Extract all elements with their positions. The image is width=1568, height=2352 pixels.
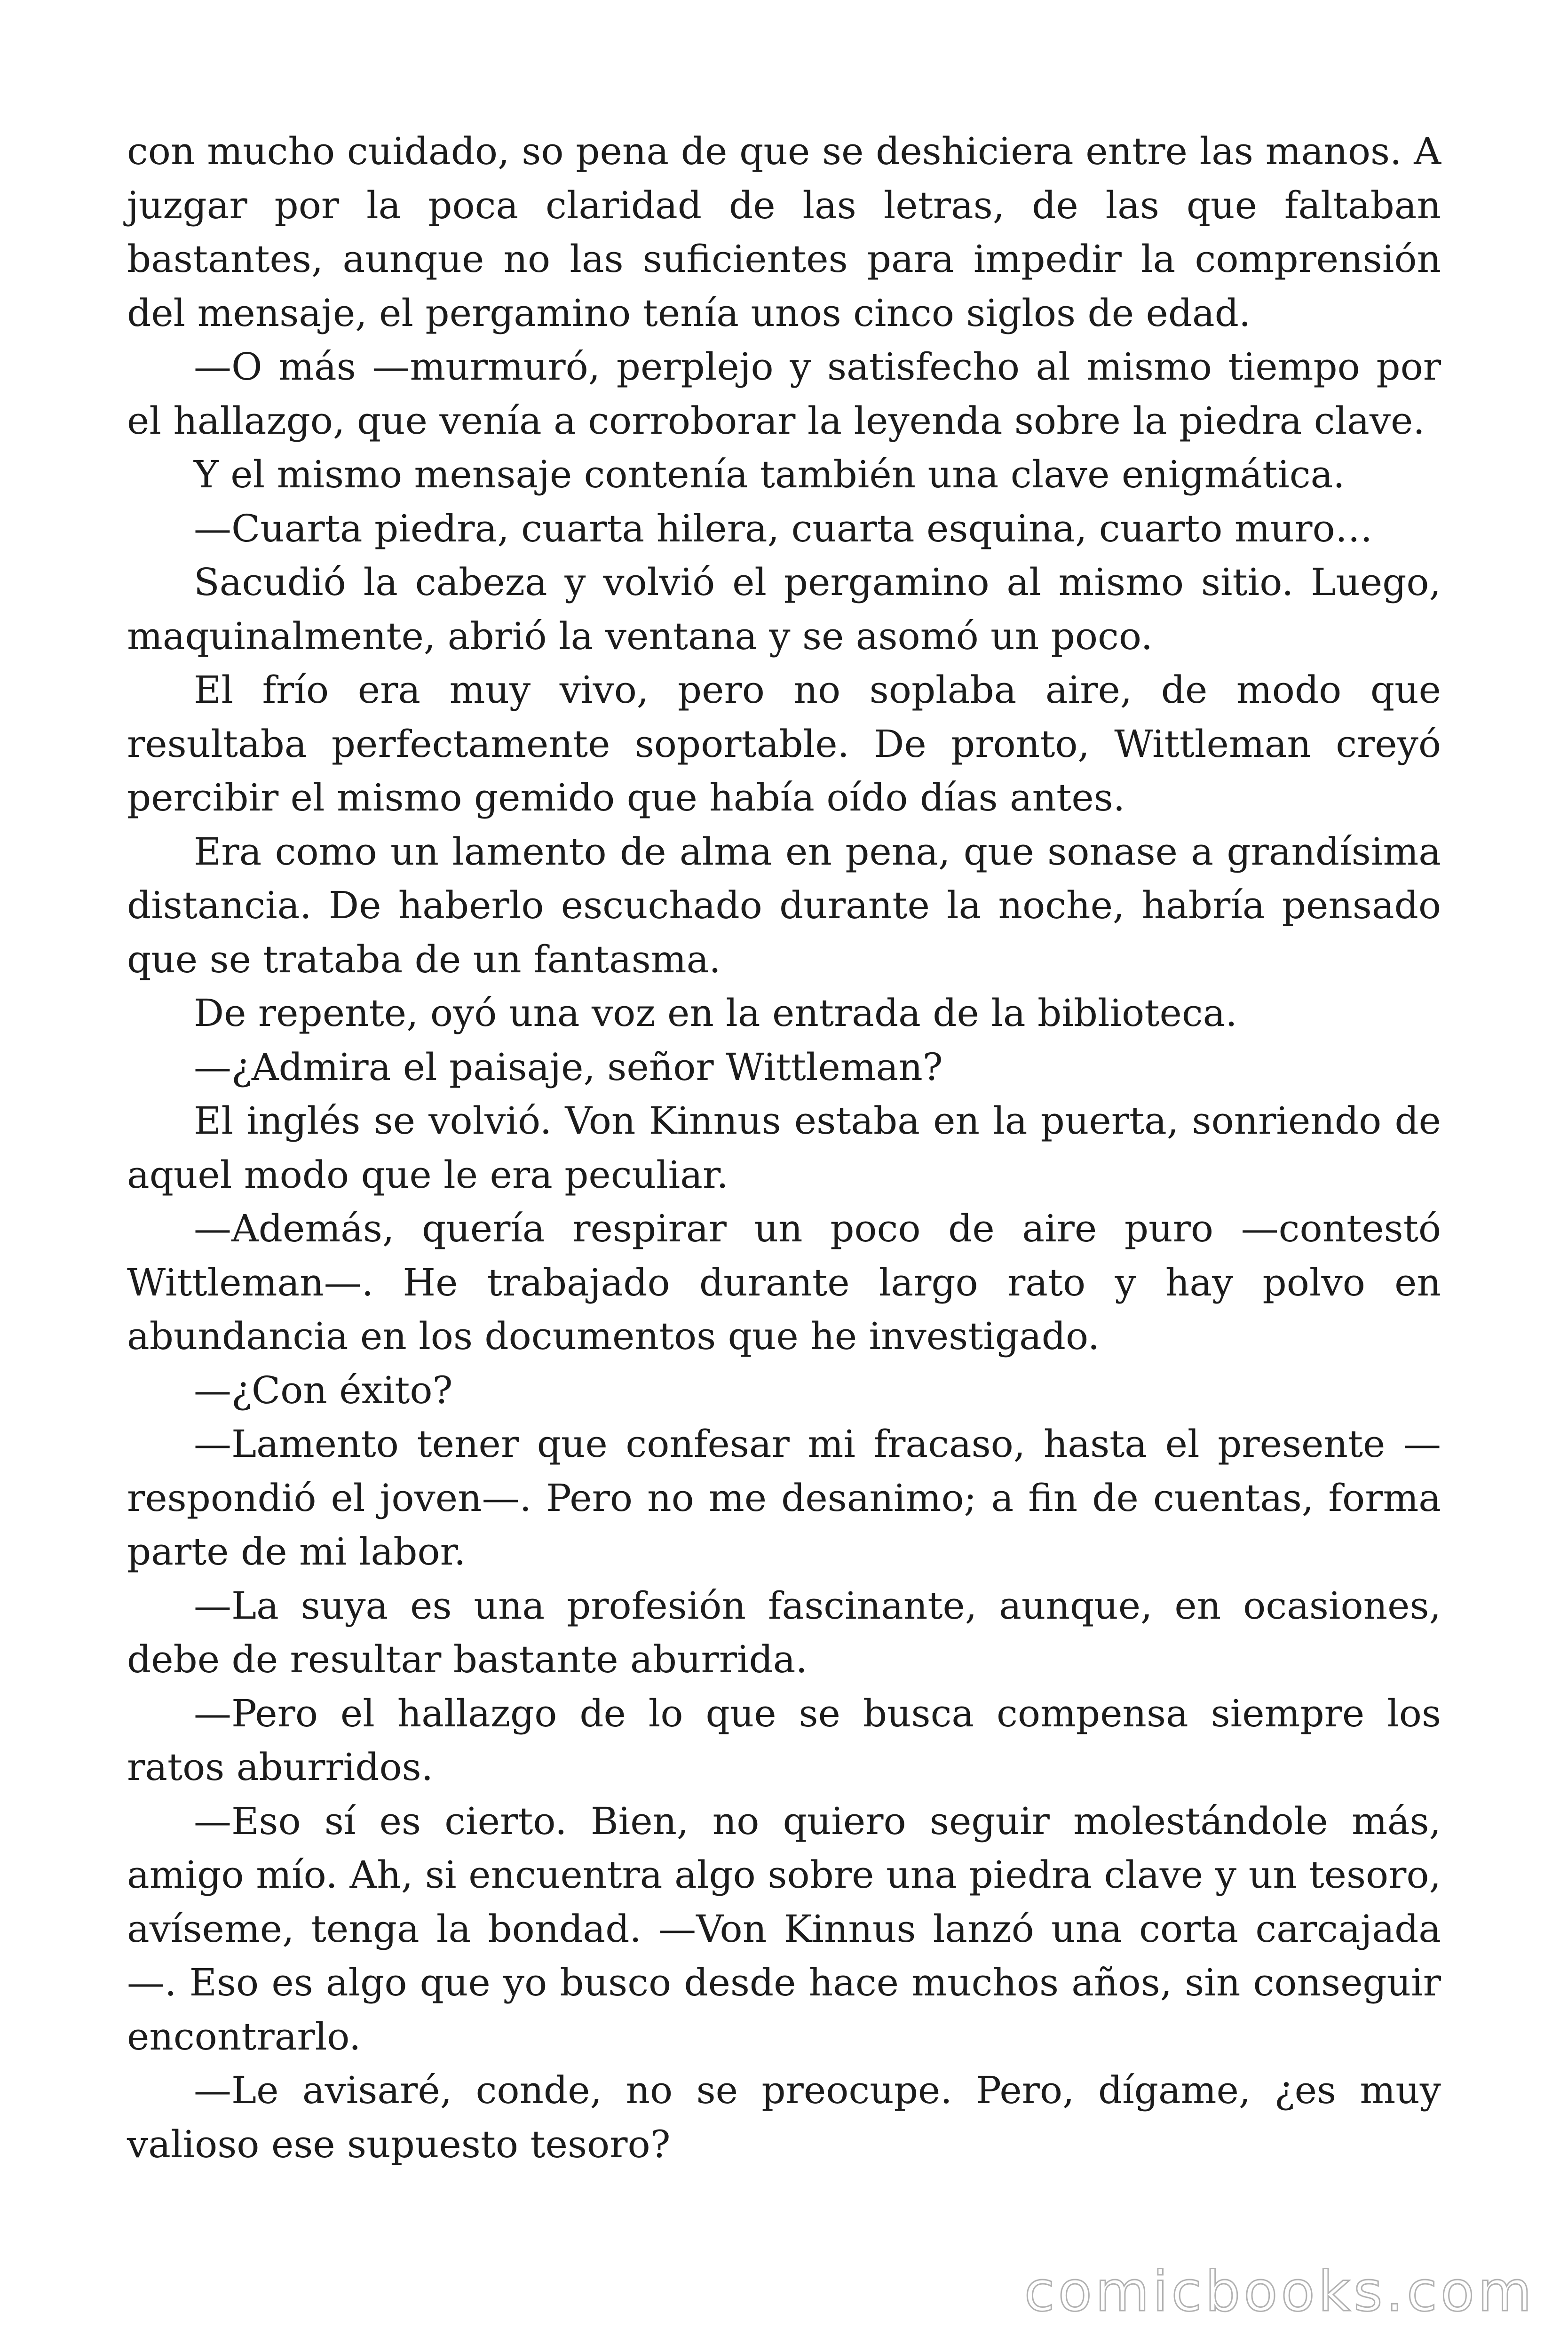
paragraph-10: El inglés se volvió. Von Kinnus estaba en la puerta, sonriendo de aquel modo que le era peculiar. xyxy=(127,1099,1441,1197)
paragraph-6: El frío era muy vivo, pero no soplaba aire, de modo que resultaba perfectamente soportable. De pronto, Wittleman creyó percibir el mismo gemido que había oído días antes. xyxy=(127,668,1441,819)
paragraph-1: con mucho cuidado, so pena de que se deshiciera entre las manos. A juzgar por la poca claridad de las letras, de las que faltaban bastantes, aunque no las suficientes para impedir la comprensión del mensaje, el pergamino tenía unos cinco siglos de edad. xyxy=(127,129,1441,335)
paragraph-8: De repente, oyó una voz en la entrada de la biblioteca. xyxy=(194,991,1237,1035)
paragraph-3: Y el mismo mensaje contenía también una clave enigmática. xyxy=(194,453,1345,496)
paragraph-9: —¿Admira el paisaje, señor Wittleman? xyxy=(194,1045,943,1089)
paragraph-16: —Eso sí es cierto. Bien, no quiero seguir molestándole más, amigo mío. Ah, si encuentra algo sobre una piedra clave y un tesoro, avíseme, tenga la bondad. —Von Kinnus lanzó una corta carcajada—. Eso es algo que yo busco desde hace muchos años, sin conseguir encontrarlo. xyxy=(127,1799,1441,2058)
paragraph-7: Era como un lamento de alma en pena, que sonase a grandísima distancia. De haberlo escuchado durante la noche, habría pensado que se trataba de un fantasma. xyxy=(127,829,1441,981)
paragraph-12: —¿Con éxito? xyxy=(194,1368,453,1412)
paragraph-15: —Pero el hallazgo de lo que se busca compensa siempre los ratos aburridos. xyxy=(127,1691,1441,1789)
paragraph-11: —Además, quería respirar un poco de aire puro —contestó Wittleman—. He trabajado durante largo rato y hay polvo en abundancia en los documentos que he investigado. xyxy=(127,1207,1441,1358)
paragraph-17: —Le avisaré, conde, no se preocupe. Pero, dígame, ¿es muy valioso ese supuesto tesoro? xyxy=(127,2068,1441,2166)
book-page-text xyxy=(127,125,1441,2171)
watermark-logo: comicbooks.com xyxy=(1024,2259,1535,2324)
paragraph-5: Sacudió la cabeza y volvió el pergamino al mismo sitio. Luego, maquinalmente, abrió la ventana y se asomó un poco. xyxy=(127,560,1441,658)
paragraph-4: —Cuarta piedra, cuarta hilera, cuarta esquina, cuarto muro… xyxy=(194,506,1373,550)
paragraph-14: —La suya es una profesión fascinante, aunque, en ocasiones, debe de resultar bastante aburrida. xyxy=(127,1583,1441,1681)
paragraph-13: —Lamento tener que confesar mi fracaso, hasta el presente — respondió el joven—. Pero no me desanimo; a fin de cuentas, forma parte de mi labor. xyxy=(127,1422,1441,1573)
paragraph-2: —O más —murmuró, perplejo y satisfecho al mismo tiempo por el hallazgo, que venía a corroborar la leyenda sobre la piedra clave. xyxy=(127,345,1441,443)
